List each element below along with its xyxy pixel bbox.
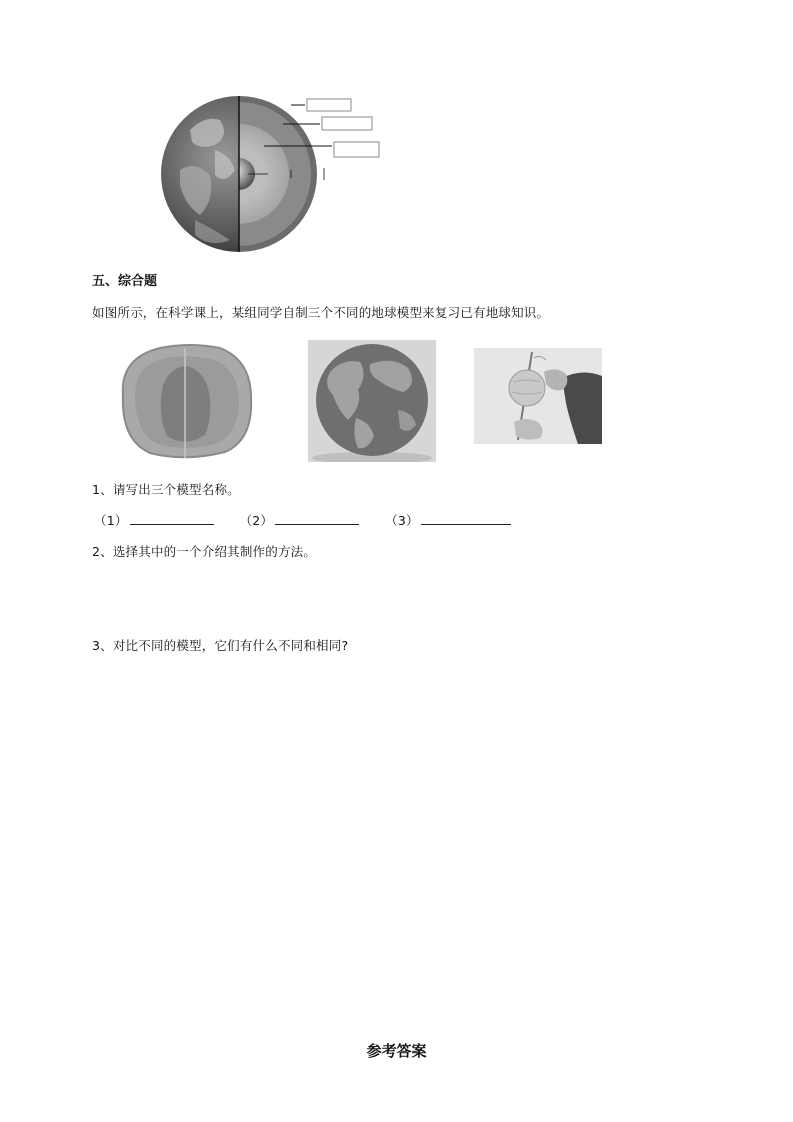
clay-cutaway-model-image bbox=[115, 340, 255, 462]
question-2: 2、选择其中的一个介绍其制作的方法。 bbox=[92, 544, 317, 559]
section-title: 五、综合题 bbox=[92, 274, 158, 289]
intro-text: 如图所示，在科学课上，某组同学自制三个不同的地球模型来复习已有地球知识。 bbox=[92, 305, 550, 320]
label-box-mantle[interactable] bbox=[322, 117, 372, 130]
painted-ball-model-image bbox=[308, 340, 436, 462]
answer-key-heading: 参考答案 bbox=[366, 1042, 427, 1060]
answer-blank-row bbox=[94, 511, 511, 529]
blank-2-label: （2） bbox=[239, 513, 274, 528]
blank-3-line[interactable] bbox=[421, 512, 511, 525]
label-box-crust[interactable] bbox=[307, 99, 351, 111]
earth-layers-diagram bbox=[160, 90, 385, 255]
label-box-core[interactable] bbox=[334, 142, 379, 157]
blank-2-line[interactable] bbox=[275, 512, 359, 525]
question-1: 1、请写出三个模型名称。 bbox=[92, 482, 240, 497]
blank-3-label: （3） bbox=[385, 513, 419, 528]
blank-1-line[interactable] bbox=[130, 512, 214, 525]
question-3: 3、对比不同的模型，它们有什么不同和相同? bbox=[92, 638, 349, 653]
ball-on-stick-model-image bbox=[474, 348, 602, 444]
blank-1-label: （1） bbox=[94, 513, 128, 528]
